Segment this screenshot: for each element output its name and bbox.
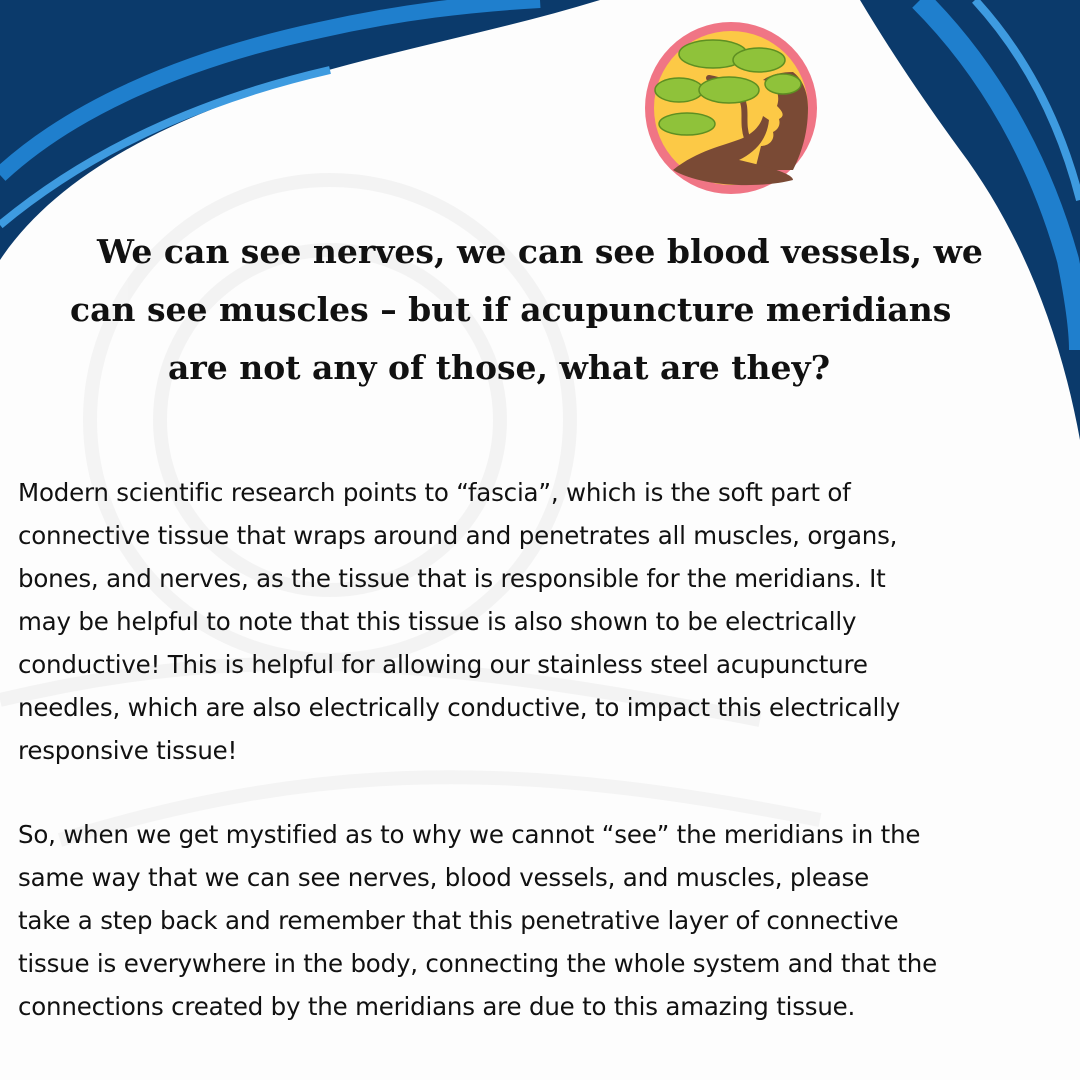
headline-line: are not any of those, what are they? <box>168 348 831 387</box>
body-line: may be helpful to note that this tissue is also shown to be electrically <box>18 607 857 636</box>
body-line: So, when we get mystified as to why we cannot “see” the meridians in the <box>18 820 921 849</box>
body-line: same way that we can see nerves, blood vessels, and muscles, please <box>18 863 869 892</box>
body-line: take a step back and remember that this penetrative layer of connective <box>18 906 899 935</box>
headline-line: We can see nerves, we can see blood vessels, we <box>97 232 983 271</box>
body-line: responsive tissue! <box>18 736 238 765</box>
body-line: conductive! This is helpful for allowing our stainless steel acupuncture <box>18 650 868 679</box>
headline-line: can see muscles – but if acupuncture meridians <box>70 290 952 329</box>
body-line: bones, and nerves, as the tissue that is responsible for the meridians. It <box>18 564 886 593</box>
body-line: Modern scientific research points to “fascia”, which is the soft part of <box>18 478 851 507</box>
body-line: tissue is everywhere in the body, connecting the whole system and that the <box>18 949 937 978</box>
body-line: needles, which are also electrically conductive, to impact this electrically <box>18 693 901 722</box>
bonsai-tree-profile-logo-icon <box>643 20 819 196</box>
body-line: connective tissue that wraps around and penetrates all muscles, organs, <box>18 521 898 550</box>
body-line: connections created by the meridians are due to this amazing tissue. <box>18 992 856 1021</box>
